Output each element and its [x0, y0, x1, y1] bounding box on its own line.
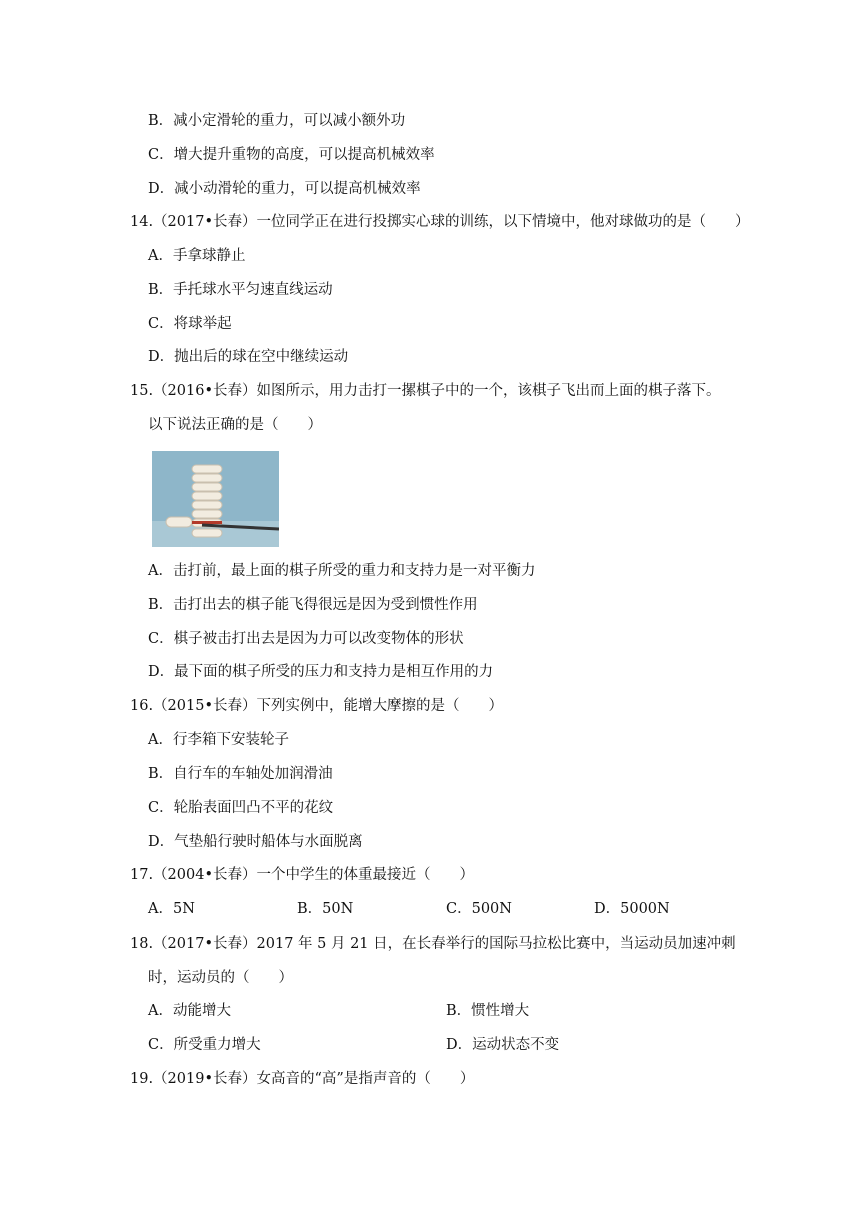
q16-option-a: A．行李箱下安装轮子 — [148, 732, 289, 748]
q19-stem: 19.（2019•长春）女高音的“高”是指声音的（ ） — [130, 1071, 475, 1087]
q17-stem: 17.（2004•长春）一个中学生的体重最接近（ ） — [130, 867, 475, 883]
q17-option-b: B．50N — [297, 901, 354, 917]
q13-option-d: D．减小动滑轮的重力，可以提高机械效率 — [148, 181, 421, 197]
q18-stem-line1: 18.（2017•长春）2017 年 5 月 21 日，在长春举行的国际马拉松比赛中，当运动员加速冲刺 — [130, 936, 736, 952]
q17-option-a: A．5N — [148, 901, 195, 917]
q15-option-c: C．棋子被击打出去是因为力可以改变物体的形状 — [148, 631, 464, 647]
q15-stem-line1: 15.（2016•长春）如图所示，用力击打一摞棋子中的一个，该棋子飞出而上面的棋子落下。 — [130, 383, 721, 399]
q15-stem-line2: 以下说法正确的是（ ） — [148, 417, 322, 433]
q15-option-b: B．击打出去的棋子能飞得很远是因为受到惯性作用 — [148, 597, 478, 613]
q16-option-c: C．轮胎表面凹凸不平的花纹 — [148, 800, 334, 816]
q16-option-d: D．气垫船行驶时船体与水面脱离 — [148, 834, 363, 850]
q15-option-a: A．击打前，最上面的棋子所受的重力和支持力是一对平衡力 — [148, 563, 536, 579]
q17-option-d: D．5000N — [594, 901, 670, 917]
q14-stem: 14.（2017•长春）一位同学正在进行投掷实心球的训练，以下情境中，他对球做功的是（ ） — [130, 214, 750, 230]
q13-option-b: B．减小定滑轮的重力，可以减小额外功 — [148, 113, 406, 129]
q14-option-b: B．手托球水平匀速直线运动 — [148, 282, 333, 298]
q17-option-c: C．500N — [446, 901, 512, 917]
q16-stem: 16.（2015•长春）下列实例中，能增大摩擦的是（ ） — [130, 698, 504, 714]
q15-figure-chess-stack — [152, 451, 279, 547]
q18-option-d: D．运动状态不变 — [446, 1037, 560, 1053]
q15-option-d: D．最下面的棋子所受的压力和支持力是相互作用的力 — [148, 664, 494, 680]
q14-option-a: A．手拿球静止 — [148, 248, 246, 264]
q13-option-c: C．增大提升重物的高度，可以提高机械效率 — [148, 147, 435, 163]
q14-option-c: C．将球举起 — [148, 316, 232, 332]
q18-option-a: A．动能增大 — [148, 1003, 231, 1019]
q18-option-b: B．惯性增大 — [446, 1003, 530, 1019]
q14-option-d: D．抛出后的球在空中继续运动 — [148, 349, 349, 365]
q18-stem-line2: 时，运动员的（ ） — [148, 970, 293, 986]
q16-option-b: B．自行车的车轴处加润滑油 — [148, 766, 333, 782]
q18-option-c: C．所受重力增大 — [148, 1037, 261, 1053]
